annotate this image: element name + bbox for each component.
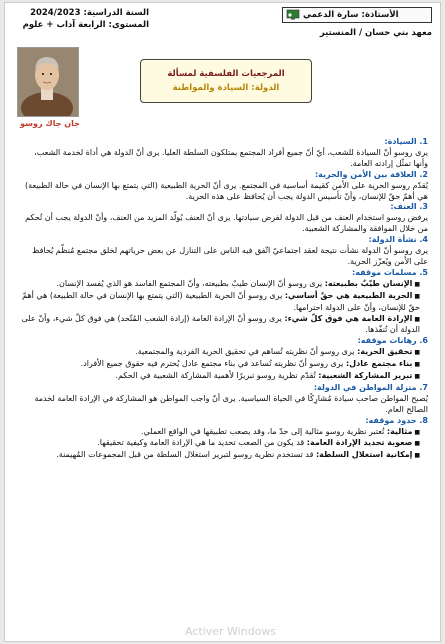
teacher-name: سارة الدعمي	[303, 10, 359, 20]
list-item: ■ الإنسان طيّبٌ بطبيعته: يرى روسو أنّ الإنسان طيبٌ بطبيعته، وأنّ المجتمع الفاسد هو الذي يُفسد الإنسان.	[18, 279, 428, 291]
teacher-icon	[286, 9, 300, 21]
list-item: ■ تبرير المشاركة الشعبية: تُقدّم نظرية روسو تبريرًا لأهمية المشاركة الشعبية في الحكم.	[18, 371, 428, 383]
document-page	[4, 2, 441, 642]
section-1-text: يرى روسو أنّ السيادة للشعب، أيّ أنّ جميع أفراد المجتمع يمتلكون السلطة العليا. يرى أنّ الدولة هي أداة لخدمة الشعب، وأنها تمثّل إرادته العامة.	[34, 147, 428, 168]
section-6-heading: 6. رهانات موقفه:	[357, 336, 428, 346]
header-teacher-block	[262, 7, 432, 39]
section-8-heading: 8. حدود موقفه:	[365, 415, 428, 425]
section-3-text: يرفض روسو استخدام العنف من قبل الدولة لفرض سيادتها. يرى أنّ العنف يُولّد المزيد من العنف، وأنّ الدولة يجب أن تُحكم من خلال الموافقة والمشاركة الشعبية.	[25, 213, 428, 234]
portrait-image	[17, 47, 79, 117]
list-item: ■ صعوبة تحديد الإرادة العامة: قد يكون من الصعب تحديد ما هي الإرادة العامة وكيفية تحقيقها.	[18, 438, 428, 450]
teacher-box	[282, 7, 432, 23]
section-2-heading: 2. العلاقة بين الأمن والحرية:	[314, 169, 428, 179]
list-item: ■ إمكانية استغلال السلطة: قد تستخدم نظرية روسو لتبرير استغلال السلطة من قبل المجموعات المُهيمنة.	[18, 450, 428, 462]
title-line-1: المرجعيات الفلسفية لمسألة	[167, 69, 285, 79]
list-item: ■ تحقيق الحرية: يرى روسو أنّ نظريته تُساهم في تحقيق الحرية الفردية والمجتمعية.	[18, 347, 428, 359]
section-2-text: يُقدّم روسو الحرية على الأمن كقيمة أساسية في المجتمع. يرى أنّ الحرية الطبيعية (التي يتمتع بها الإنسان في حالة الطبيعة) هي أهمّ حقّ للإنسان، وأنّ تأسيس الدولة يجب أن يُحافظ على هذه الحرية.	[25, 180, 428, 201]
section-4-text: يرى روسو أنّ الدولة نشأت نتيجة لعقد اجتماعيّ اتّفق فيه الناس على التنازل عن بعض حرياتهم لخلق مجتمع مُنظّم يُحافظ على الأمن ويُعزّز الحرية.	[32, 246, 428, 266]
portrait-caption: جان جاك روسو	[20, 119, 80, 128]
institute-name: معهد بني حسان / المنستير	[319, 28, 432, 38]
header-year-block	[9, 7, 149, 31]
list-item: ■ بناء مجتمع عادل: يرى روسو أنّ نظريته تُساعد في بناء مجتمع عادل يُحترم فيه حقوق جميع الأفراد.	[18, 359, 428, 371]
activation-watermark: Activer Windows	[185, 625, 277, 638]
title-line-2: الدولة: السيادة والمواطنة	[172, 83, 280, 93]
list-item: ■ الحرية الطبيعية هي حقٌ أساسي: يرى روسو أنّ الحرية الطبيعية (التي يتمتع بها الإنسان في حالة الطبيعة) هي أهمّ حقّ للإنسان، وأنّ على الدولة احترامها.	[18, 291, 428, 314]
section-4-heading: 4. نشأة الدولة:	[368, 235, 428, 245]
main-content	[18, 137, 428, 462]
section-7-heading: 7. منزلة المواطن في الدولة:	[313, 382, 428, 392]
section-7-text: يُصبح المواطن صاحب سيادة مُشارِكًا في الحياة السياسية. يرى أنّ واجب المواطن هو المشاركة في الإرادة العامة لخدمة الصالح العام.	[34, 393, 428, 414]
rousseau-portrait	[17, 48, 78, 117]
school-year: السنة الدراسية: 2024/2023	[30, 8, 149, 18]
section-5-heading: 5. مسلمات موقفه:	[352, 267, 428, 277]
list-item: ■ الإرادة العامة هي فوق كلّ شيء: يرى روسو أنّ الإرادة العامة (إرادة الشعب المُتّحد) هي فوق كلّ شيء، وأنّ على الدولة أن تُنفّذها.	[18, 314, 428, 337]
list-item: ■ مثالية: تُعتبر نظرية روسو مثالية إلى حدّ ما، وقد يصعب تطبيقها في الواقع العملي.	[18, 427, 428, 439]
title-box	[140, 59, 312, 103]
section-1-heading: 1. السيادة:	[384, 137, 428, 146]
section-3-heading: 3. العنف:	[390, 202, 428, 212]
class-level: المستوى: الرابعة آداب + علوم	[22, 20, 149, 30]
teacher-label: الأستاذة:	[361, 10, 399, 20]
